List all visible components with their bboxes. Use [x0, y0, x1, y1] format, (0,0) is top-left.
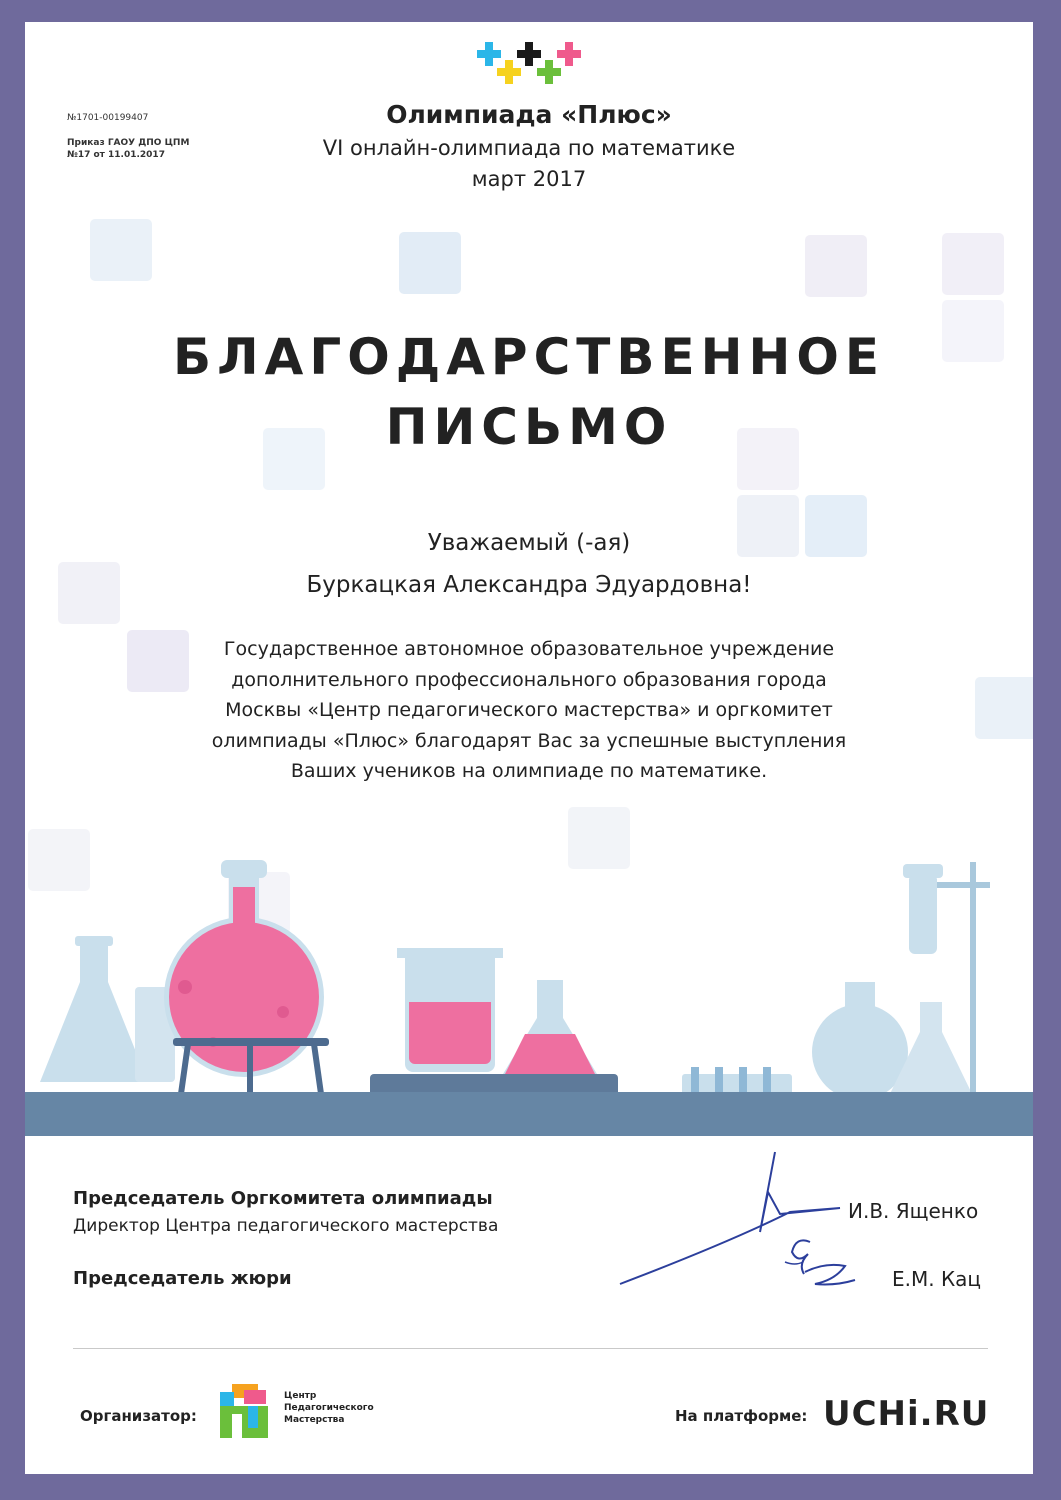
- platform-label: На платформе:: [675, 1407, 808, 1425]
- organizer-name-line: Мастерства: [284, 1415, 345, 1425]
- round-flask-icon: [812, 1004, 908, 1100]
- body-line: олимпиады «Плюс» благодарят Вас за успешные выступления: [211, 729, 847, 752]
- olympiad-subtitle: VI онлайн-олимпиада по математике: [322, 136, 736, 160]
- certificate-sheet: [25, 22, 1033, 1474]
- letter-heading-line-2: ПИСЬМО: [385, 398, 673, 456]
- letter-body: [165, 634, 893, 787]
- jury-chair-role: Председатель жюри: [73, 1268, 292, 1289]
- decor-square: [399, 232, 461, 294]
- uchi-ru-logo: UCHi.RU: [823, 1394, 990, 1434]
- cpm-logo-icon: [218, 1384, 270, 1439]
- body-line: Москвы «Центр педагогического мастерства» и оргкомитет: [225, 699, 833, 721]
- chairman-role: Председатель Оргкомитета олимпиады: [73, 1188, 493, 1209]
- recipient-name: Буркацкая Александра Эдуардовна!: [306, 572, 752, 598]
- decor-square: [90, 219, 152, 281]
- test-tube-icon: [909, 874, 937, 954]
- organizer-name: [284, 1390, 374, 1426]
- letter-heading-line-1: БЛАГОДАРСТВЕННОЕ: [173, 328, 885, 386]
- organizer-name-line: Педагогического: [284, 1403, 374, 1413]
- signer-name-1: И.В. Ященко: [848, 1199, 979, 1223]
- organizer-name-line: Центр: [284, 1391, 317, 1401]
- laboratory-illustration: [25, 812, 1033, 1132]
- flask-icon: [40, 942, 148, 1082]
- document-number: №1701-00199407: [67, 113, 149, 123]
- body-line: дополнительного профессионального образования города: [231, 668, 827, 691]
- olympiad-title: Олимпиада «Плюс»: [386, 100, 672, 129]
- order-line-2: №17 от 11.01.2017: [67, 150, 165, 160]
- decor-square: [942, 233, 1004, 295]
- director-role: Директор Центра педагогического мастерства: [73, 1216, 499, 1236]
- organizer-label: Организатор:: [80, 1407, 197, 1425]
- decor-square: [805, 235, 867, 297]
- lab-bench-front: [25, 1092, 1033, 1136]
- body-line: Ваших учеников на олимпиаде по математике.: [290, 760, 768, 782]
- decor-square: [975, 677, 1033, 739]
- salutation: Уважаемый (-ая): [427, 530, 631, 556]
- body-line: Государственное автономное образовательное учреждение: [223, 638, 835, 660]
- footer-divider: [73, 1348, 988, 1349]
- order-line-1: Приказ ГАОУ ДПО ЦПМ: [67, 138, 190, 148]
- signer-name-2: Е.М. Кац: [892, 1267, 982, 1291]
- olympiad-plus-logo: [473, 40, 589, 88]
- olympiad-date: март 2017: [471, 167, 587, 191]
- handwritten-signatures: [610, 1142, 910, 1322]
